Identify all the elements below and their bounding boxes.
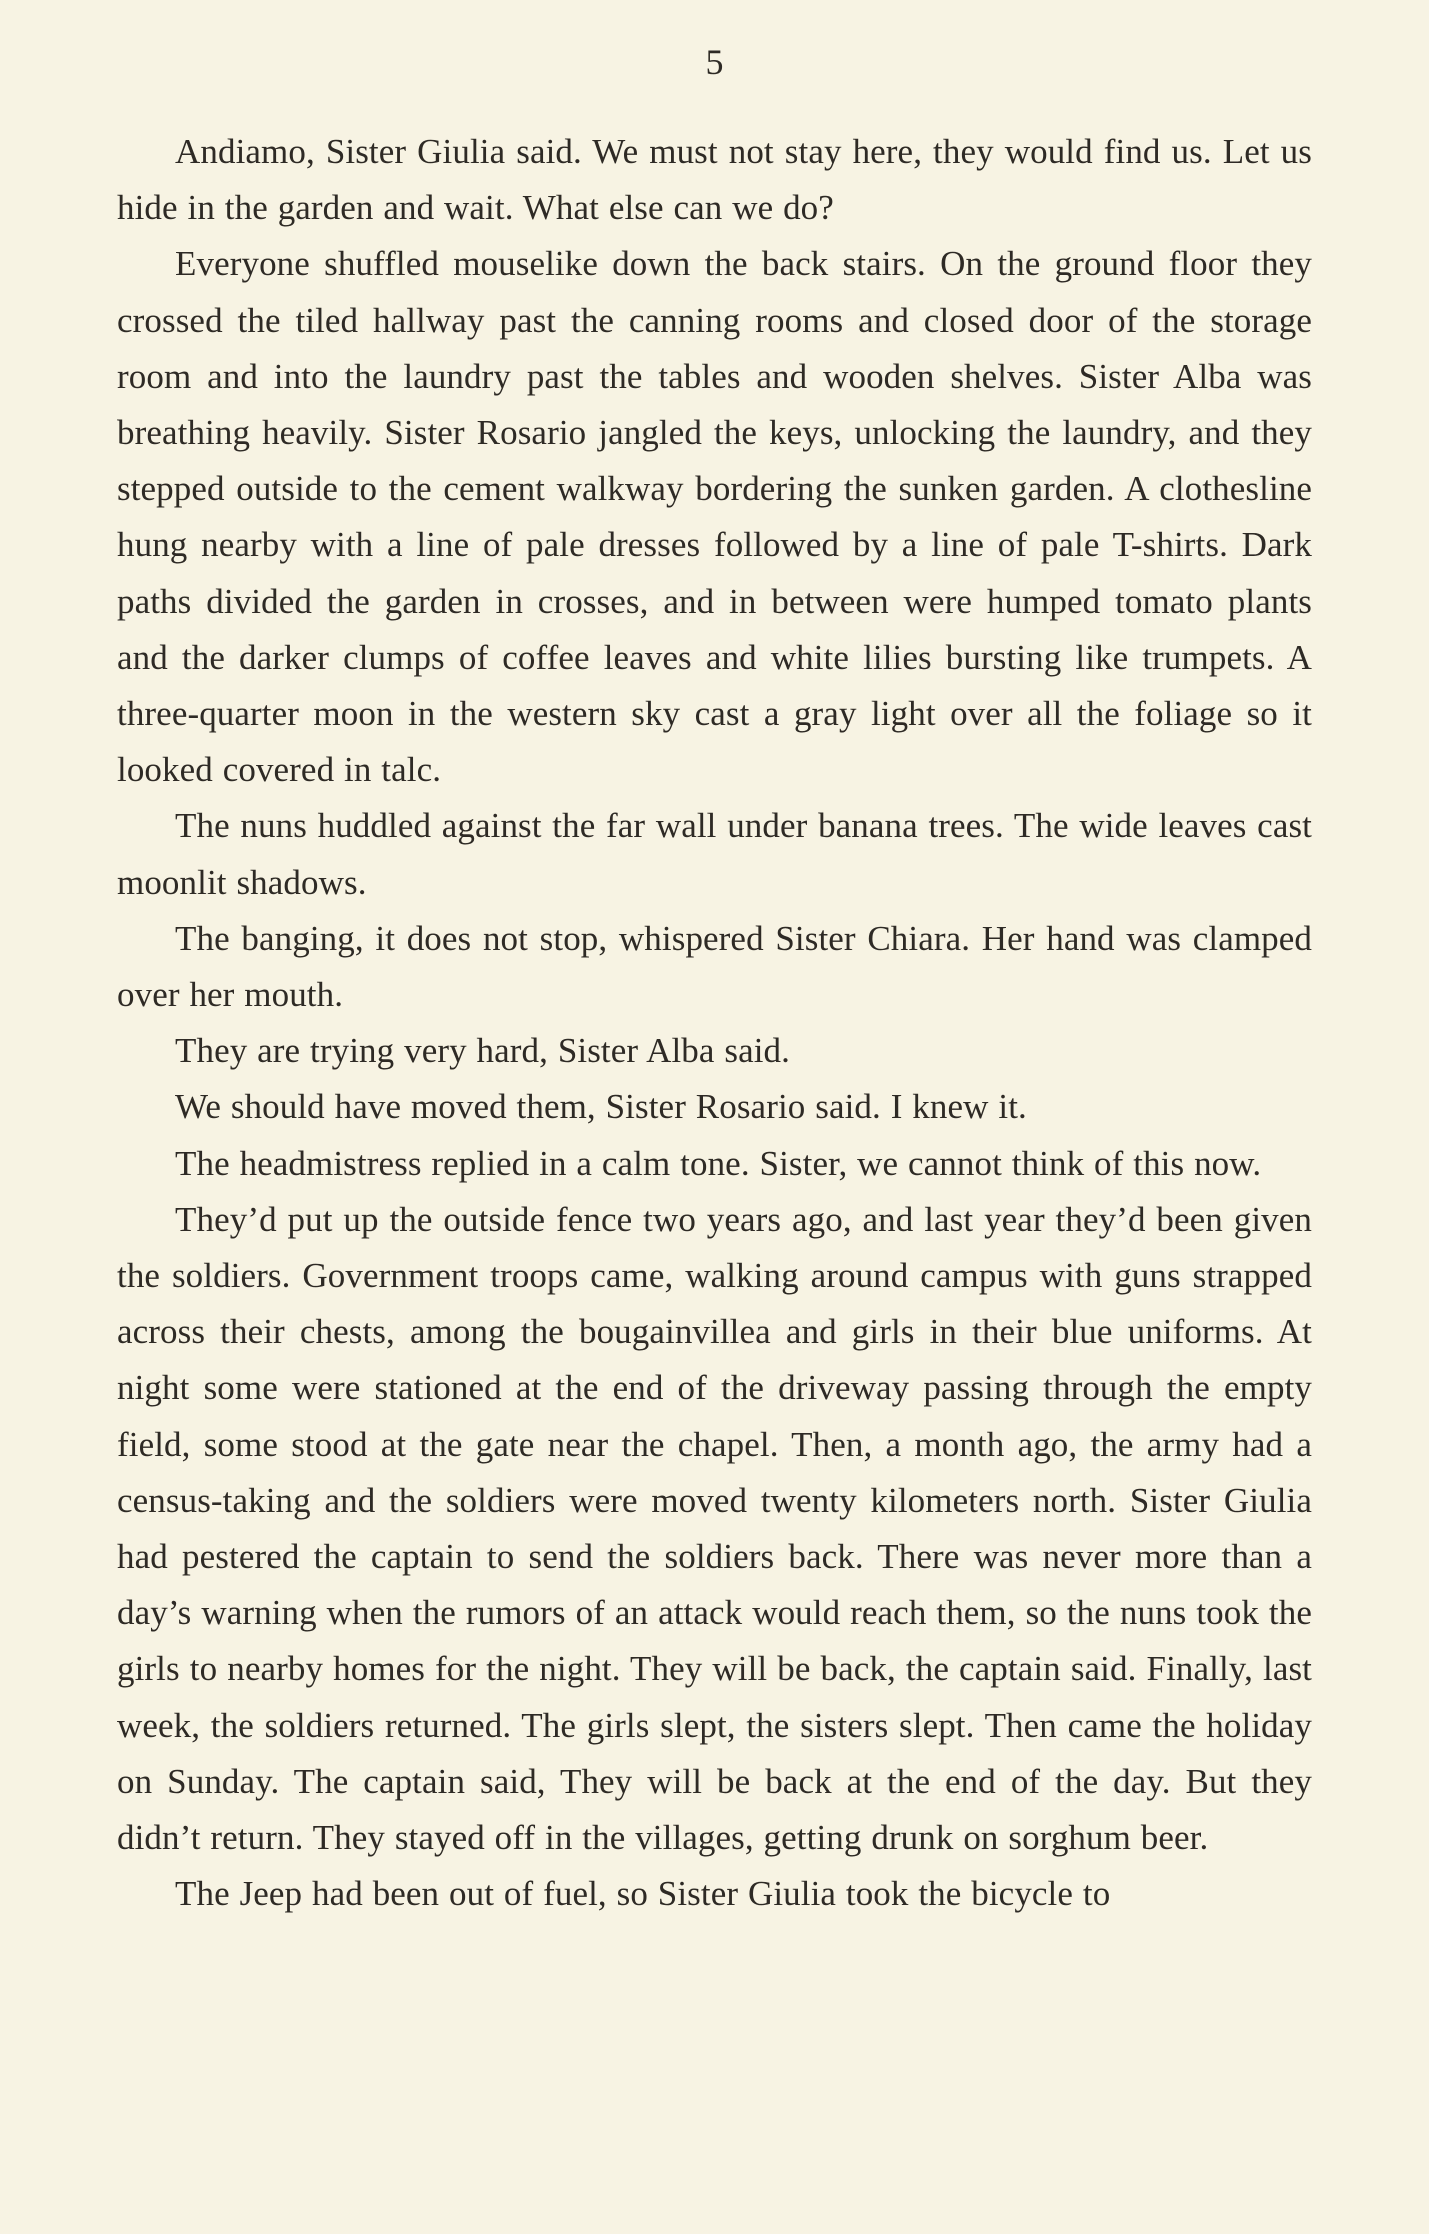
paragraph-7: The headmistress replied in a calm tone. Sister, we cannot think of this now. — [175, 1143, 1262, 1183]
paragraph-9: The Jeep had been out of fuel, so Sister Giulia took the bicycle to — [175, 1874, 1111, 1914]
paragraph-4: The banging, it does not stop, whispered Sister Chiara. Her hand was clamped over her mouth. — [117, 918, 1312, 1015]
paragraph-2: Everyone shuffled mouselike down the back stairs. On the ground floor they crossed the tiled hallway past the canning rooms and closed door of the storage room and into the laundry past the tables and wooden shelves. Sister Alba was breathing heavily. Sister Rosario jangled the keys, unlocking the laundry, and they stepped outside to the cement walkway bordering the sunken garden. A clothesline hung nearby with a line of pale dresses followed by a line of pale T-shirts. Dark paths divided the garden in crosses, and in between were humped tomato plants and the darker clumps of coffee leaves and white lilies bursting like trumpets. A three-quarter moon in the western sky cast a gray light over all the foliage so it looked covered in talc. — [117, 244, 1312, 790]
paragraph-8: They’d put up the outside fence two years ago, and last year they’d been given the soldiers. Government troops came, walking around campus with guns strapped across their chests, among the bougainvillea and girls in their blue uniforms. At night some were stationed at the end of the driveway passing through the empty field, some stood at the gate near the chapel. Then, a month ago, the army had a census-taking and the soldiers were moved twenty kilometers north. Sister Giulia had pestered the captain to send the soldiers back. There was never more than a day’s warning when the rumors of an attack would reach them, so the nuns took the girls to nearby homes for the night. They will be back, the captain said. Finally, last week, the soldiers returned. The girls slept, the sisters slept. Then came the holiday on Sunday. The captain said, They will be back at the end of the day. But they didn’t return. They stayed off in the villages, getting drunk on sorghum beer. — [117, 1199, 1312, 1858]
paragraph-1: Andiamo, Sister Giulia said. We must not stay here, they would find us. Let us hide in the garden and wait. What else can we do? — [117, 132, 1312, 228]
paragraph-3: The nuns huddled against the far wall under banana trees. The wide leaves cast moonlit shadows. — [117, 806, 1312, 902]
page-number: 5 — [705, 42, 724, 82]
body-text — [117, 124, 1312, 1923]
paragraph-6: We should have moved them, Sister Rosario said. I knew it. — [175, 1087, 1027, 1127]
paragraph-5: They are trying very hard, Sister Alba said. — [175, 1031, 790, 1071]
